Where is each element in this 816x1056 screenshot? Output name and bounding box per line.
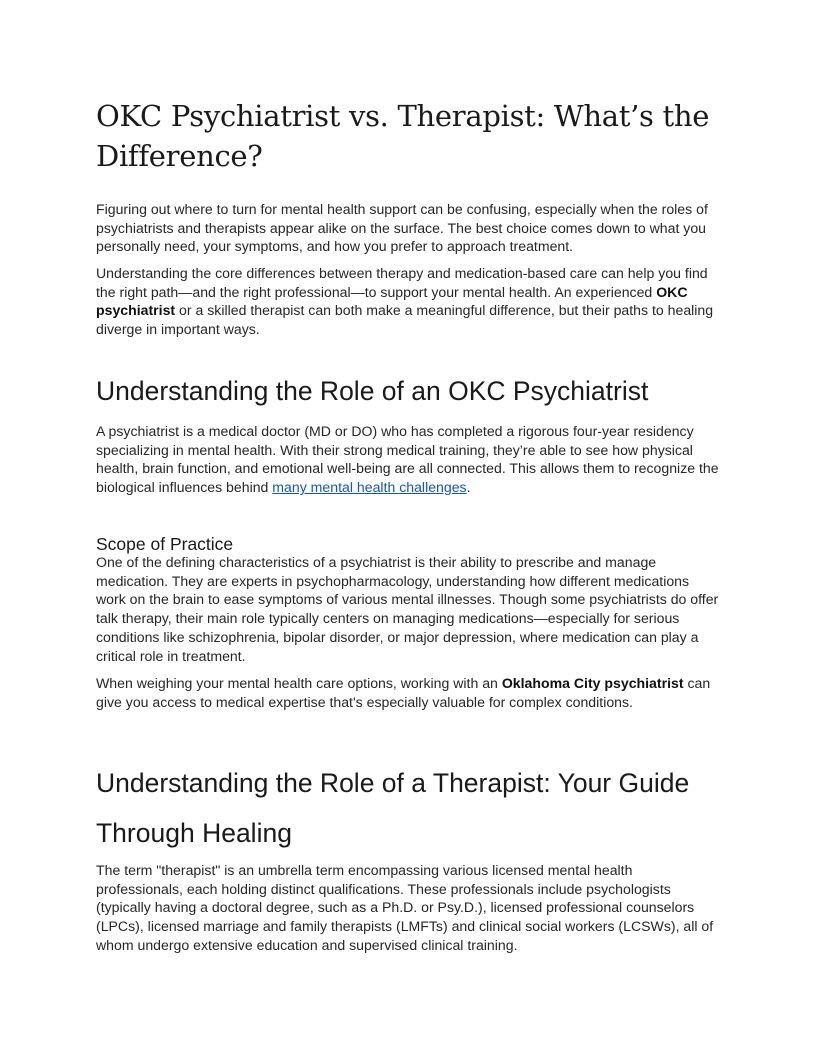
oklahoma-city-psychiatrist-keyword: Oklahoma City psychiatrist <box>501 675 684 691</box>
scope-paragraph: One of the defining characteristics of a psychiatrist is their ability to prescribe and manage medication. They are experts in psychopharmacology, understanding how different medications work on the brain to ease symptoms of various mental illnesses. Though some psychiatrists do offer talk therapy, their main role typically centers on managing medications—especially for serious conditions like schizophrenia, bipolar disorder, or major depression, where medication can play a critical role in treatment. <box>96 554 719 664</box>
okc-text-before: When weighing your mental health care options, working with an <box>96 675 502 691</box>
mental-health-challenges-link[interactable]: many mental health challenges <box>272 479 467 496</box>
psychiatrist-text-after: . <box>466 479 471 496</box>
article-title: OKC Psychiatrist vs. Therapist: What’s the Difference? <box>96 99 710 173</box>
psychiatrist-paragraph-1 <box>96 422 720 497</box>
psychiatrist-section-heading: Understanding the Role of an OKC Psychiatrist <box>96 376 649 406</box>
intro-paragraph-1: Figuring out where to turn for mental health support can be confusing, especially when the roles of psychiatrists and therapists appear alike on the surface. The best choice comes down to what you personally need, your symptoms, and how you prefer to approach treatment. <box>96 201 708 255</box>
intro-text-after: or a skilled therapist can both make a meaningful difference, but their paths to healing diverge in important ways. <box>96 302 714 338</box>
therapist-section-heading: Understanding the Role of a Therapist: Your Guide Through Healing <box>96 768 690 848</box>
scope-of-practice-heading: Scope of Practice <box>96 534 234 554</box>
intro-paragraph-2 <box>96 264 720 339</box>
intro-text-before: Understanding the core differences between therapy and medication-based care can help you find the right path—and the right professional—to support your mental health. An experienced <box>96 265 708 300</box>
okc-psychiatrist-paragraph <box>96 674 720 711</box>
okc-text-after: can give you access to medical expertise that's especially valuable for complex conditions. <box>96 675 711 710</box>
psychiatrist-text-before: A psychiatrist is a medical doctor (MD or DO) who has completed a rigorous four-year residency specializing in mental health. With their strong medical training, they’re able to see how physical health, brain function, and emotional well-being are all connected. This allows them to recognize the biological influences behind <box>96 423 719 496</box>
therapist-paragraph-1: The term "therapist" is an umbrella term encompassing various licensed mental health professionals, each holding distinct qualifications. These professionals include psychologists (typically having a doctoral degree, such as a Ph.D. or Psy.D.), licensed professional counselors (LPCs), licensed marriage and family therapists (LMFTs) and clinical social workers (LCSWs), all of whom undergo extensive education and supervised clinical training. <box>96 862 714 953</box>
okc-psychiatrist-keyword: OKC psychiatrist <box>96 283 688 319</box>
